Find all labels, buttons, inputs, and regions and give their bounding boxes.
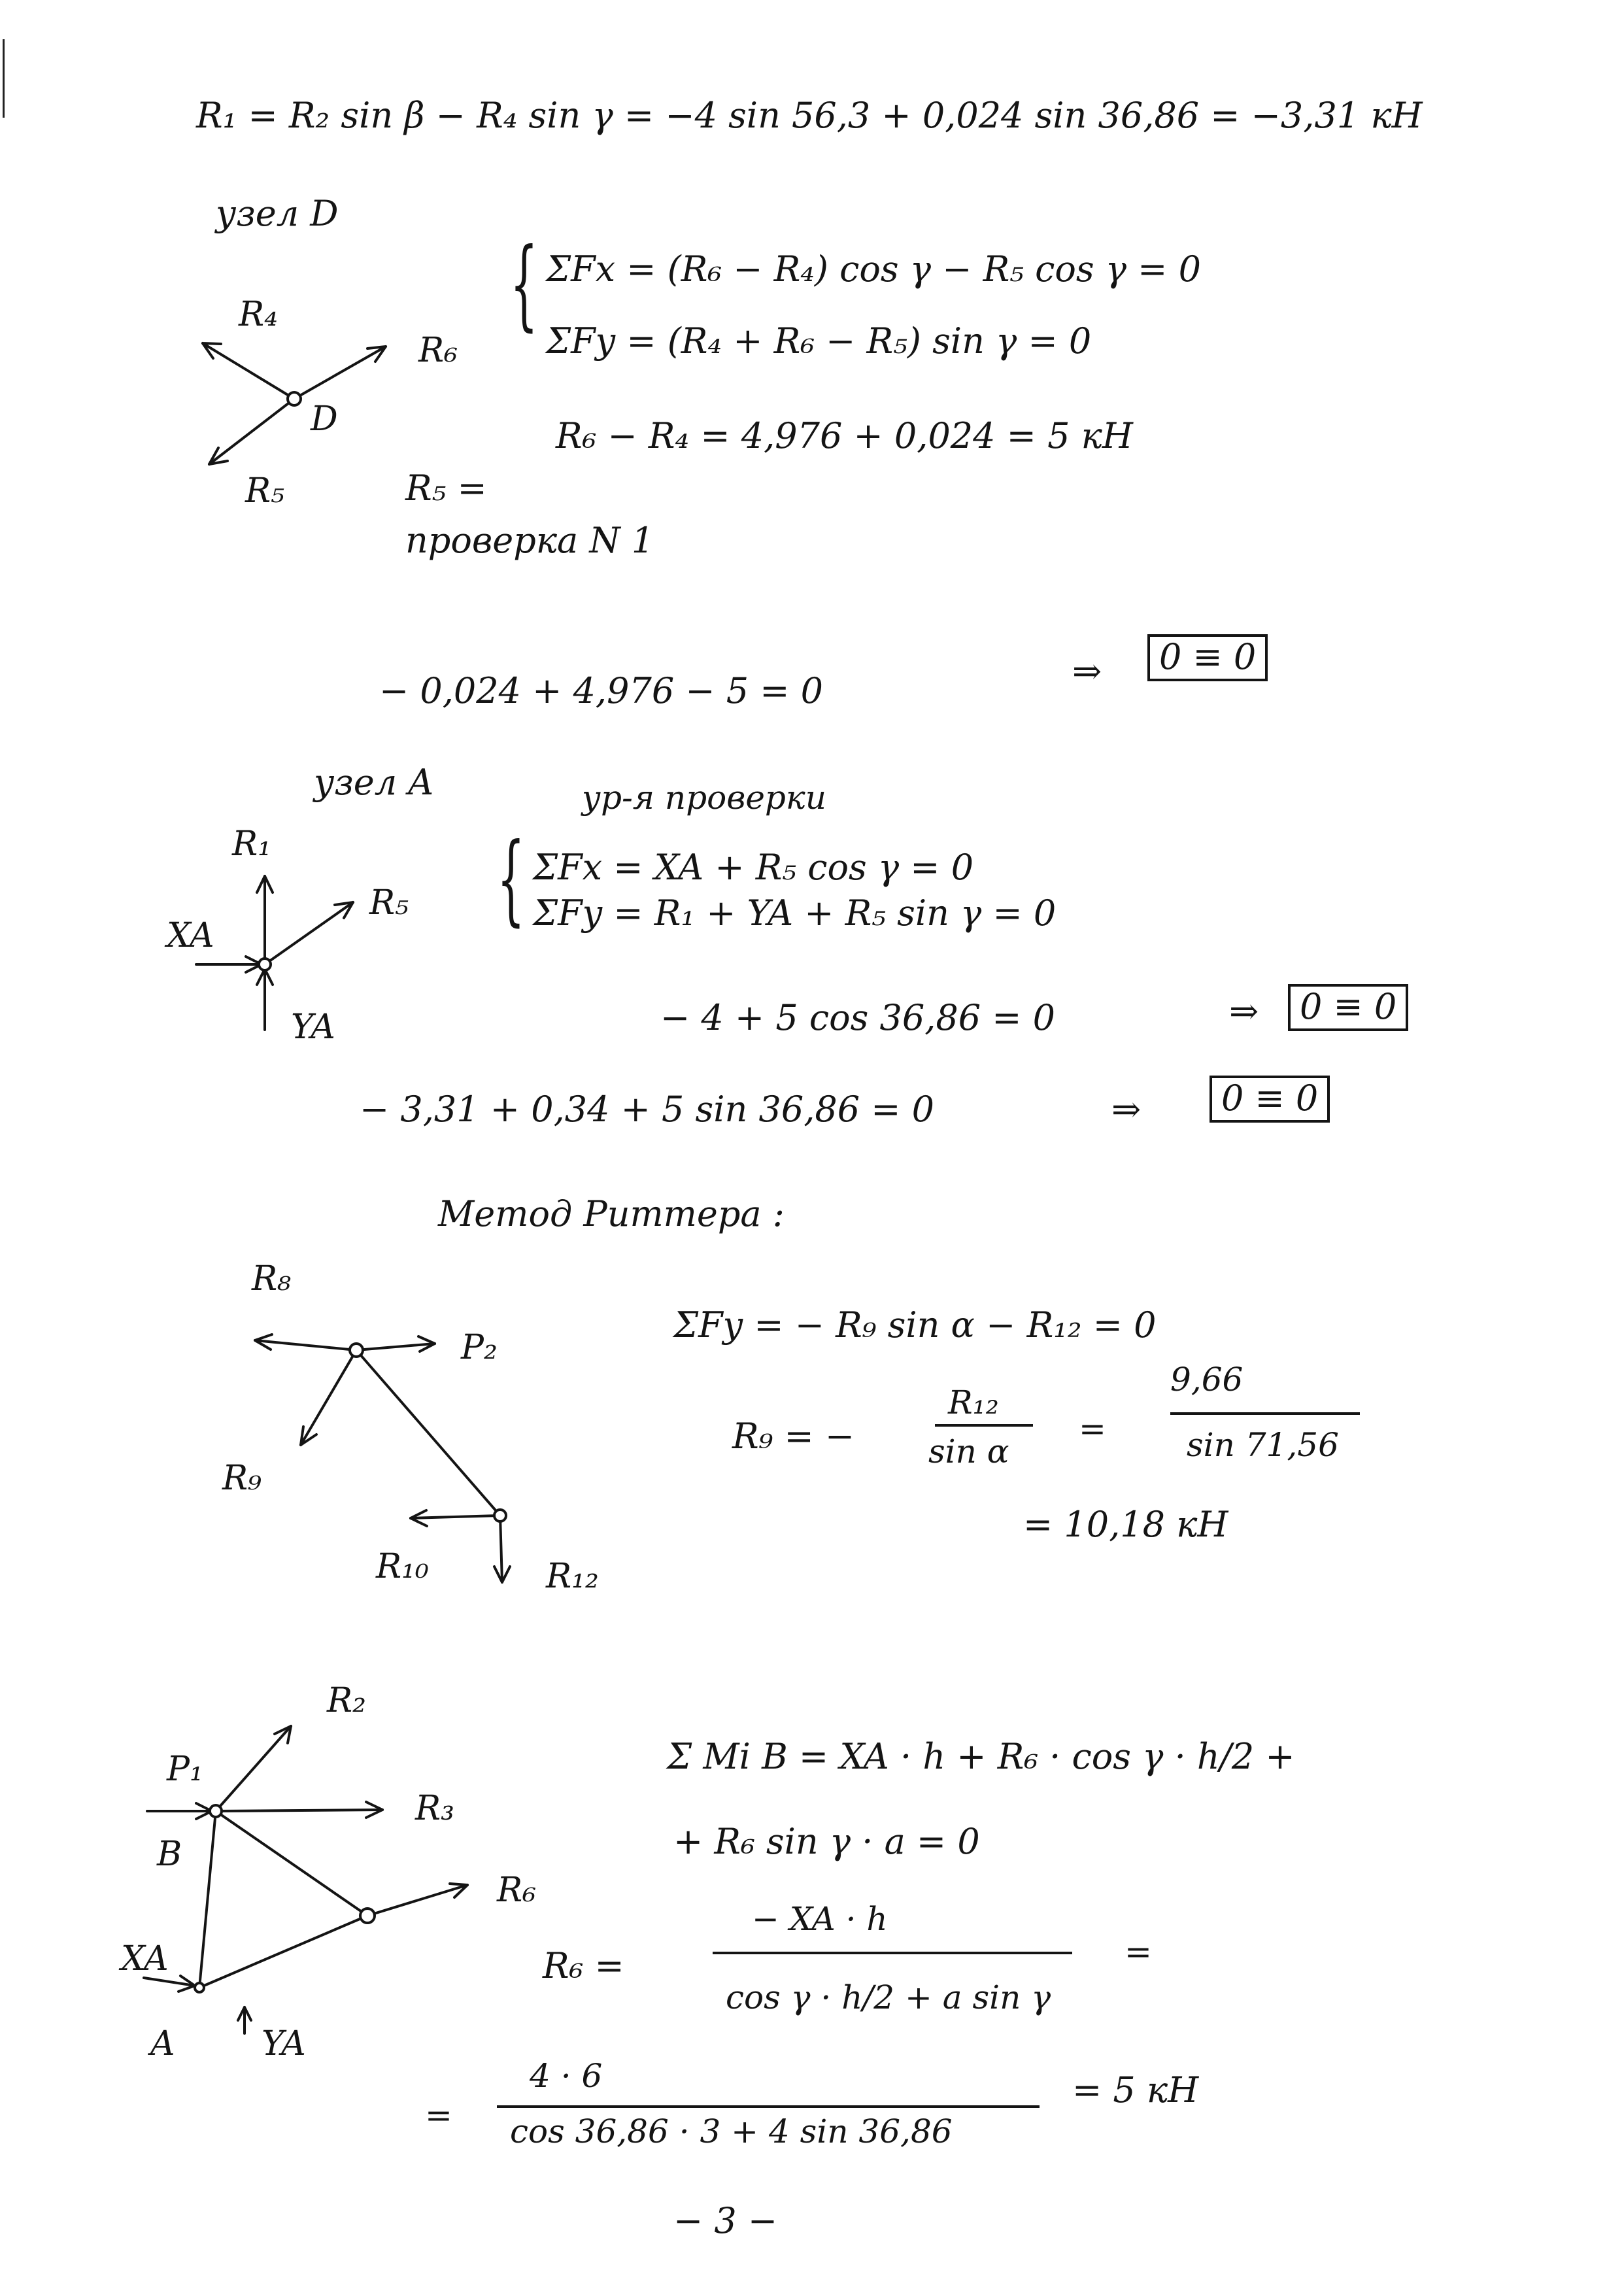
node-a-check-fy-arrow: ⇒ (1111, 1089, 1142, 1130)
label-r10: R₁₀ (376, 1547, 429, 1586)
label-r5: R₅ (245, 471, 284, 511)
scan-edge-mark (3, 39, 5, 118)
truss-member (356, 1350, 500, 1516)
ritter-frac1-line (935, 1424, 1033, 1427)
node-a-system-brace: { (497, 823, 525, 936)
node-a-eq-fx: ΣFx = XA + R₅ cos γ = 0 (533, 847, 974, 888)
r6-arrow (294, 347, 386, 399)
ritter-top-joint (350, 1344, 363, 1357)
lower-diag-member (199, 1916, 367, 1988)
label-p1: P₁ (167, 1750, 203, 1789)
label-ya: YA (262, 2024, 306, 2063)
label-r9: R₉ (222, 1459, 262, 1498)
ritter-heading: Метод Риттера : (438, 1193, 785, 1234)
moment-eq-sign-1: = (1125, 1933, 1152, 1971)
r12-arrow (500, 1516, 502, 1582)
label-r6: R₆ (418, 331, 458, 370)
label-xa: XA (167, 916, 214, 955)
r4-arrow (203, 343, 294, 399)
moment-eq-sign-2: = (425, 2096, 452, 2134)
node-d-diagram (190, 288, 412, 484)
moment-frac1-line (713, 1952, 1072, 1954)
label-r1: R₁ (232, 824, 271, 864)
check1-title: проверка N 1 (405, 520, 654, 561)
label-xa: XA (121, 1939, 169, 1978)
node-a-check-fx: − 4 + 5 cos 36,86 = 0 (660, 997, 1056, 1038)
joint-b (210, 1805, 222, 1817)
moment-eq-line1: Σ Mi B = XA · h + R₆ · cos γ · h/2 + (667, 1736, 1295, 1777)
r4-arrowhead (203, 343, 221, 358)
label-r6: R₆ (497, 1871, 536, 1910)
node-d-eq-fy: ΣFy = (R₄ + R₆ − R₅) sin γ = 0 (546, 320, 1092, 362)
label-r2: R₂ (327, 1681, 366, 1720)
label-d: D (311, 399, 338, 439)
node-d-eq-r6-r4: R₆ − R₄ = 4,976 + 0,024 = 5 кН (556, 415, 1133, 456)
left-member (199, 1811, 216, 1988)
label-b: B (157, 1835, 182, 1874)
node-a-heading: узел A (314, 762, 434, 803)
ritter-frac1-num: R₁₂ (948, 1383, 999, 1421)
node-a-check-fy: − 3,31 + 0,34 + 5 sin 36,86 = 0 (360, 1089, 935, 1130)
r5-arrow (265, 902, 353, 964)
label-ya: YA (291, 1008, 335, 1047)
label-p2: P₂ (461, 1328, 498, 1367)
check1-result-box: 0 ≡ 0 (1147, 634, 1268, 681)
label-r8: R₈ (252, 1259, 291, 1298)
r5-arrow (209, 399, 294, 464)
node-a-check-fx-arrow: ⇒ (1229, 991, 1259, 1032)
node-d-eq-fx: ΣFx = (R₆ − R₄) cos γ − R₅ cos γ = 0 (546, 248, 1201, 290)
check1-equation: − 0,024 + 4,976 − 5 = 0 (379, 670, 824, 711)
node-a-joint (259, 959, 271, 970)
r1-equation: R₁ = R₂ sin β − R₄ sin γ = −4 sin 56,3 + 0,024 sin 36,86 = −3,31 кН (196, 95, 1423, 136)
ritter-eq-sign: = (1079, 1410, 1106, 1448)
ritter-frac2-num: 9,66 (1170, 1361, 1243, 1399)
moment-frac2-line (497, 2105, 1040, 2108)
node-d-heading: узел D (216, 193, 339, 234)
moment-frac2-den: cos 36,86 · 3 + 4 sin 36,86 (510, 2113, 953, 2150)
moment-frac1-num: − XA · h (752, 1900, 888, 1938)
ritter-frac1-den: sin α (928, 1433, 1009, 1470)
ritter-frac2-line (1170, 1412, 1360, 1415)
upper-diag-member (216, 1811, 367, 1916)
node-a-check-fy-result: 0 ≡ 0 (1210, 1076, 1330, 1123)
label-r12: R₁₂ (546, 1557, 599, 1596)
node-d-joint (288, 392, 301, 405)
label-a: A (150, 2024, 175, 2063)
ritter-result: = 10,18 кН (1023, 1504, 1228, 1545)
r3-arrow (216, 1810, 382, 1811)
moment-eq-line2: + R₆ sin γ · a = 0 (673, 1821, 980, 1862)
label-r5: R₅ (369, 883, 409, 923)
r2-arrow (216, 1726, 291, 1811)
ritter-frac2-den: sin 71,56 (1187, 1426, 1339, 1464)
node-d-r5-eq: R₅ = (405, 467, 487, 509)
ritter-r9-lhs: R₉ = − (732, 1416, 855, 1457)
r10-arrow (411, 1516, 500, 1518)
ritter-bottom-joint (494, 1510, 506, 1521)
page-number: − 3 − (673, 2200, 778, 2241)
moment-r6-lhs: R₆ = (543, 1945, 624, 1986)
label-r3: R₃ (415, 1789, 454, 1828)
node-a-check-fx-result: 0 ≡ 0 (1288, 984, 1408, 1031)
ritter-eq-fy: ΣFy = − R₉ sin α − R₁₂ = 0 (673, 1304, 1157, 1346)
joint-a (195, 1983, 204, 1992)
node-a-subheading: ур-я проверки (582, 779, 826, 817)
node-d-system-brace: { (510, 228, 538, 341)
moment-frac1-den: cos γ · h/2 + a sin γ (726, 1978, 1051, 2016)
node-a-eq-fy: ΣFy = R₁ + YA + R₅ sin γ = 0 (533, 892, 1057, 934)
moment-frac2-num: 4 · 6 (530, 2057, 603, 2095)
check1-arrow: ⇒ (1072, 651, 1102, 692)
joint-d (360, 1909, 375, 1923)
label-r4: R₄ (239, 295, 278, 334)
r6-arrow (367, 1885, 467, 1916)
r9-arrow (301, 1350, 356, 1445)
moment-result: = 5 кН (1072, 2069, 1199, 2111)
